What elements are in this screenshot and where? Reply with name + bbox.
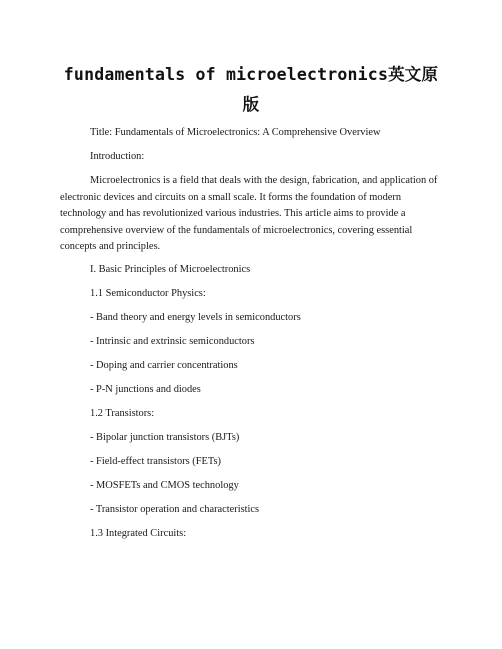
intro-paragraph: Microelectronics is a field that deals with the design, fabrication, and application of electronic devices and circuits on a small scale. It forms the foundation of modern technology and has revolutionized various industries. This article aims to provide a comprehensive overview of the fundamentals of microelectronics, covering essential concepts and principles.	[60, 175, 438, 252]
document-body	[60, 125, 444, 551]
list-item: - Band theory and energy levels in semiconductors	[90, 312, 301, 323]
list-item: - P-N junctions and diodes	[90, 384, 201, 395]
list-item: - Field-effect transistors (FETs)	[90, 456, 221, 467]
list-item: - Intrinsic and extrinsic semiconductors	[90, 336, 255, 347]
document-heading: fundamentals of microelectronics英文原版	[63, 65, 439, 114]
subsection-heading: 1.1 Semiconductor Physics:	[90, 288, 206, 299]
subsection-heading: 1.2 Transistors:	[90, 408, 155, 419]
intro-label: Introduction:	[90, 151, 145, 162]
list-item: - Transistor operation and characteristics	[90, 504, 260, 515]
title-line: Title: Fundamentals of Microelectronics: A Comprehensive Overview	[90, 127, 381, 138]
subsection-heading: 1.3 Integrated Circuits:	[90, 528, 187, 539]
list-item: - MOSFETs and CMOS technology	[90, 480, 239, 491]
list-item: - Doping and carrier concentrations	[90, 360, 238, 371]
list-item: - Bipolar junction transistors (BJTs)	[90, 432, 240, 443]
section-heading: I. Basic Principles of Microelectronics	[90, 264, 251, 275]
